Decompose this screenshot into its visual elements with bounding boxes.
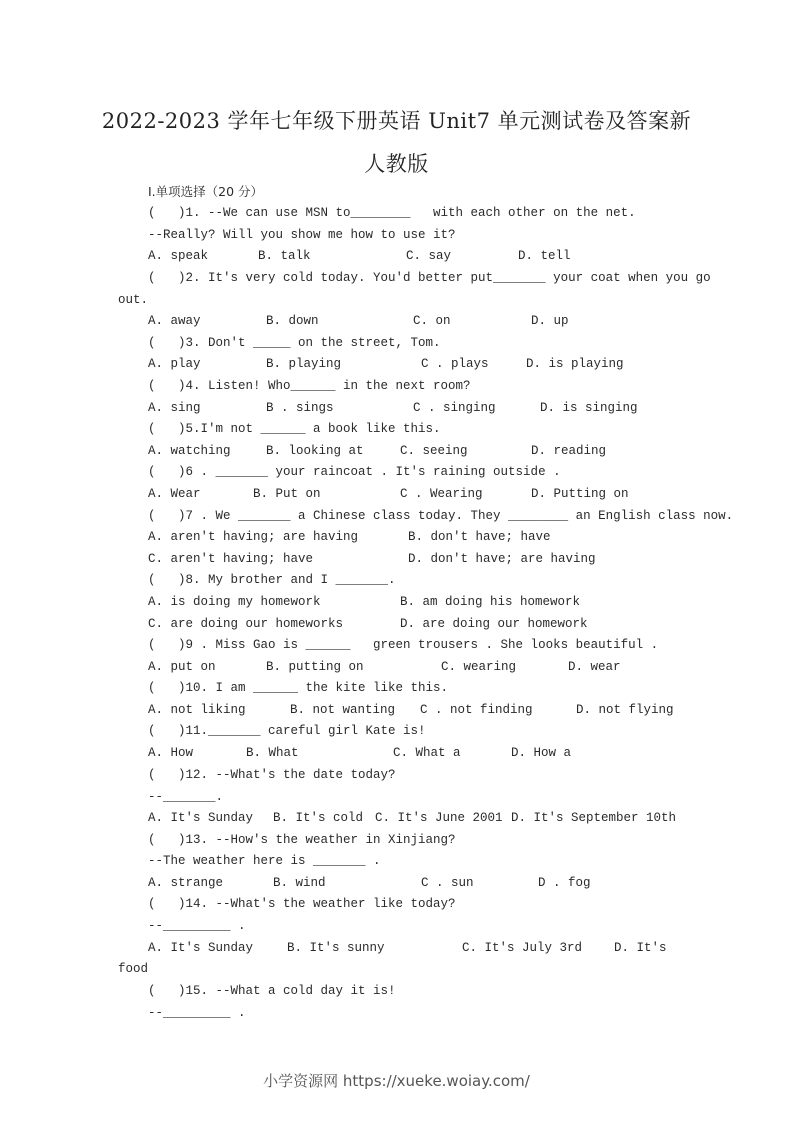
- answer-option: C . not finding: [420, 703, 533, 717]
- answer-option: B. am doing his homework: [400, 595, 581, 609]
- answer-option: C. It's July 3rd: [462, 941, 583, 955]
- question-line: ( )3. Don't _____ on the street, Tom.: [148, 336, 441, 350]
- answer-option: A. away: [148, 314, 201, 328]
- section-heading: I.单项选择（20 分）: [148, 184, 264, 199]
- question-line: food: [118, 962, 149, 976]
- answer-option: C. say: [406, 249, 452, 263]
- question-line: --The weather here is _______ .: [148, 854, 381, 868]
- answer-option: B. What: [246, 746, 299, 760]
- answer-option: C . plays: [421, 357, 489, 371]
- question-line: ( )13. --How's the weather in Xinjiang?: [148, 833, 456, 847]
- question-line: --_________ .: [148, 1006, 246, 1020]
- question-line: ( )14. --What's the weather like today?: [148, 897, 456, 911]
- answer-option: D. don't have; are having: [408, 552, 596, 566]
- answer-option: B. wind: [273, 876, 326, 890]
- answer-option: B. don't have; have: [408, 530, 551, 544]
- answer-option: B. playing: [266, 357, 342, 371]
- answer-option: A. It's Sunday: [148, 811, 254, 825]
- answer-option: B. putting on: [266, 660, 364, 674]
- question-line: ( )15. --What a cold day it is!: [148, 984, 396, 998]
- answer-option: C. are doing our homeworks: [148, 617, 344, 631]
- answer-option: A. aren't having; are having: [148, 530, 359, 544]
- question-line: --_______.: [148, 790, 224, 804]
- answer-option: C. seeing: [400, 444, 468, 458]
- answer-option: B. talk: [258, 249, 311, 263]
- answer-option: D. It's September 10th: [511, 811, 677, 825]
- question-line: ( )12. --What's the date today?: [148, 768, 396, 782]
- answer-option: C. What a: [393, 746, 461, 760]
- question-line: ( )1. --We can use MSN to________ with each other on the net.: [148, 206, 636, 220]
- answer-option: D. reading: [531, 444, 607, 458]
- document-title-line-1: 2022-2023 学年七年级下册英语 Unit7 单元测试卷及答案新: [101, 109, 692, 133]
- question-line: ( )7 . We _______ a Chinese class today. They ________ an English class now.: [148, 509, 734, 523]
- footer-watermark: 小学资源网 https://xueke.woiay.com/: [263, 1072, 530, 1090]
- answer-option: A. not liking: [148, 703, 246, 717]
- answer-option: A. sing: [148, 401, 201, 415]
- answer-option: C . sun: [421, 876, 474, 890]
- answer-option: A. put on: [148, 660, 216, 674]
- answer-option: B. not wanting: [290, 703, 396, 717]
- answer-option: D. tell: [518, 249, 571, 263]
- answer-option: C. It's June 2001: [375, 811, 503, 825]
- question-line: --Really? Will you show me how to use it?: [148, 228, 456, 242]
- question-line: ( )4. Listen! Who______ in the next room?: [148, 379, 471, 393]
- question-line: out.: [118, 293, 149, 307]
- document-title-line-2: 人教版: [364, 152, 429, 176]
- question-line: ( )9 . Miss Gao is ______ green trousers . She looks beautiful .: [148, 638, 659, 652]
- answer-option: D. is singing: [540, 401, 638, 415]
- question-line: ( )2. It's very cold today. You'd better put_______ your coat when you go: [148, 271, 711, 285]
- answer-option: A. Wear: [148, 487, 201, 501]
- answer-option: D. not flying: [576, 703, 674, 717]
- answer-option: A. is doing my homework: [148, 595, 321, 609]
- question-line: ( )5.I'm not ______ a book like this.: [148, 422, 441, 436]
- answer-option: D. Putting on: [531, 487, 629, 501]
- answer-option: D. is playing: [526, 357, 624, 371]
- answer-option: C . Wearing: [400, 487, 483, 501]
- answer-option: A. watching: [148, 444, 231, 458]
- answer-option: A. How: [148, 746, 194, 760]
- answer-option: B . sings: [266, 401, 334, 415]
- answer-option: D . fog: [538, 876, 591, 890]
- answer-option: B. down: [266, 314, 319, 328]
- question-line: ( )6 . _______ your raincoat . It's raining outside .: [148, 465, 561, 479]
- answer-option: A. It's Sunday: [148, 941, 254, 955]
- answer-option: C. wearing: [441, 660, 517, 674]
- answer-option: D. are doing our homework: [400, 617, 588, 631]
- answer-option: D. How a: [511, 746, 572, 760]
- answer-option: D. It's: [614, 941, 667, 955]
- answer-option: B. Put on: [253, 487, 321, 501]
- answer-option: C. on: [413, 314, 451, 328]
- answer-option: C . singing: [413, 401, 496, 415]
- answer-option: A. play: [148, 357, 201, 371]
- answer-option: A. strange: [148, 876, 224, 890]
- answer-option: A. speak: [148, 249, 209, 263]
- question-line: ( )8. My brother and I _______.: [148, 573, 396, 587]
- question-line: --_________ .: [148, 919, 246, 933]
- answer-option: C. aren't having; have: [148, 552, 314, 566]
- answer-option: D. up: [531, 314, 569, 328]
- question-line: ( )11._______ careful girl Kate is!: [148, 724, 426, 738]
- answer-option: B. looking at: [266, 444, 364, 458]
- answer-option: B. It's sunny: [287, 941, 385, 955]
- answer-option: D. wear: [568, 660, 621, 674]
- question-line: ( )10. I am ______ the kite like this.: [148, 681, 449, 695]
- answer-option: B. It's cold: [273, 811, 364, 825]
